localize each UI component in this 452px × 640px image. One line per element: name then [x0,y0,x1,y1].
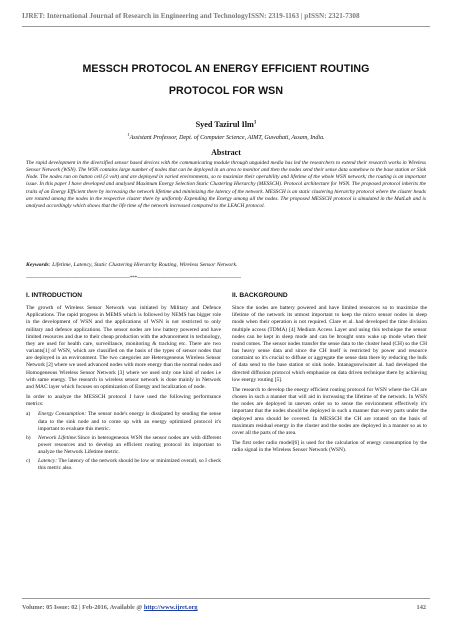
background-heading: II. BACKGROUND [232,292,288,299]
list-item [26,435,221,456]
list-item-text: Since in heterogeneous WSN the sensor nodes are with different power resources and to develop an efficient routing protocol its important to analyze the Network Lifetime metric. [38,434,221,456]
author-affiliation [30,132,422,141]
introduction-paragraph-1: The growth of Wireless Sensor Network was initiated by Military and Defence Applications. The rapid progress in MEMS which is followed by NEMS has bigger role in the development of WSN and the applications of WSN is not restricted to only military and defence applications. The sensor nodes are low battery powered and have limited resources and due to their cheap production with the advancement in technology, they are used for health care, surveillance, monitoring & tracking etc. There are two variants[1] of WSN, which are classified on the basis of the types of sensor nodes that are deployed in an environment. The two categories are Heterogeneous Wireless Sensor Network [2] where we used advanced nodes with more energy than the normal nodes and Homogeneous Wireless Sensor Network [3] where we used only one kind of nodes i.e with same energy. The research in wireless sensor network is done mainly in Network and MAC layer which focuses on optimization of Energy and localization of node. [26,305,221,390]
introduction-paragraph-2: In order to analyze the MESSCH protocol I have used the following performance metrics: [26,394,221,408]
keywords-text: : Lifetime, Latency, Static Clustering Hierarchy Routing, Wireless Sensor Network. [48,262,238,268]
list-marker: c) [26,458,31,465]
footer-divider [22,598,430,599]
left-column [26,292,221,475]
list-marker: b) [26,434,31,441]
journal-header: IJRET: International Journal of Research in Engineering and TechnologyISSN: 2319-1163 | pISSN: 2321-7308 [22,12,360,20]
right-column [232,292,427,457]
list-item-term: Latency: [38,458,58,465]
list-item-term: Energy Consumption: [38,411,87,418]
background-paragraph-3: The first order radio model[6] is used for the calculation of energy consumption by the radio signal in the Wireless Sensor Network (WSN). [232,439,427,454]
list-item-text: The latency of the network should be low or minimized overall, so I check this metric also. [38,458,221,472]
affiliation-text: Assistant Professor, Dept. of Computer Science, AIMT, Guwahati, Assam, India. [129,135,325,142]
title-line-1: MESSCH PROTOCOL AN ENERGY EFFICIENT ROUTING [82,63,370,75]
header-divider [22,26,430,27]
keywords [26,262,426,268]
section-separator: --------------------------------------------------------------------***-------------------------------------------------------------------- [26,275,241,281]
background-paragraph-1: Since the nodes are battery powered and have limited resources so to maximize the lifetime of the network its utmost important to keep the micro sensor nodes in sleep mode when their operation is not required. Clare et al. had developed the time division multiple access (TDMA) [4] Medium Access Layer and using this technique the sensor nodes can be kept in sleep mode and can be brought onto wake up mode when their round comes. The sensor nodes transfer the sense data to the cluster head (CH) so the CH has heavy sense data and since the CH itself is restricted by power and resource constraint so it's crucial to diffuse or aggregate the sense data there by reducing the bulk of data send to the base station or sink node. Intanagonwiwatet al. had developed the directed diffusion protocol which emphasize on data driven technique there by achieving low energy routing [5]. [232,305,427,383]
abstract-body: The rapid development in the diversified sensor based devices with the communicating module through unguided media has led the researchers to extend their research works in Wireless Sensor Network (WSN). The WSN contains large number of nodes that can be deployed in an area to monitor and then the nodes send their sense data somehow to the base station or Sink Node. The nodes run on button cell (3 volt) and are deployed in varied environments, so to maximize their operability and lifetime of the whole WSN network; the routing is an important issue. In this paper I have developed and analysed Maximum Energy Selection Static Clustering Hierarchy (MESSCH). Protocol architecture for WSN. The proposed protocol inherits the traits of an Energy Efficient there by increasing the network lifetime and minimizing the latency of the network. MESSCH is an static clustering hierarchy protocol where the cluster heads are rotated among the nodes in the respective cluster there by uniformly Expending the Energy among all the nodes. The proposed MESSCH protocol is simulated in the MatLab and is analysed accordingly which shows that the life time of the network increased compared to the LEACH protocol. [26,160,426,209]
footer [22,604,430,611]
background-paragraph-2: The research to develop the energy efficient routing protocol for WSN where the CH are chosen in such a manner that will aid in increasing the lifetime of the network. In WSN the nodes are deployed in uneven order so to sense the environment effectively it's important that the nodes should be deployed in such a manner that every parts under the deployed area should be covered. In MESSCH the CH are rotated on the basis of maximum residual energy in the cluster and the nodes are deployed in a manner so as to cover all the parts of the area. [232,386,427,436]
affiliation-superscript: 1 [127,132,130,137]
introduction-heading: I. INTRODUCTION [26,292,83,299]
list-item-text: The sensor node's energy is dissipated by sending the sense data to the sink node and to come up with an energy optimized protocol it's important to evaluate this metric. [38,411,221,432]
page-number: 142 [416,604,426,611]
abstract-heading: Abstract [211,148,241,157]
title-line-2: PROTOCOL FOR WSN [168,85,284,97]
author-name-text: Syed Tazirul Ilm [195,120,254,129]
list-item [26,458,221,472]
author-name [30,120,422,129]
list-item [26,411,221,432]
list-item-term: Network Lifetime: [38,434,78,441]
paper-title [30,58,422,102]
author-superscript: 1 [253,120,257,126]
journal-url-link[interactable]: http://www.ijret.org [143,604,198,611]
footer-volume-info: Volume: 05 Issue: 02 | Feb-2016, Available @ [22,604,144,611]
metrics-list [26,411,221,472]
keywords-label: Keywords [26,262,49,268]
list-marker: a) [26,411,31,418]
